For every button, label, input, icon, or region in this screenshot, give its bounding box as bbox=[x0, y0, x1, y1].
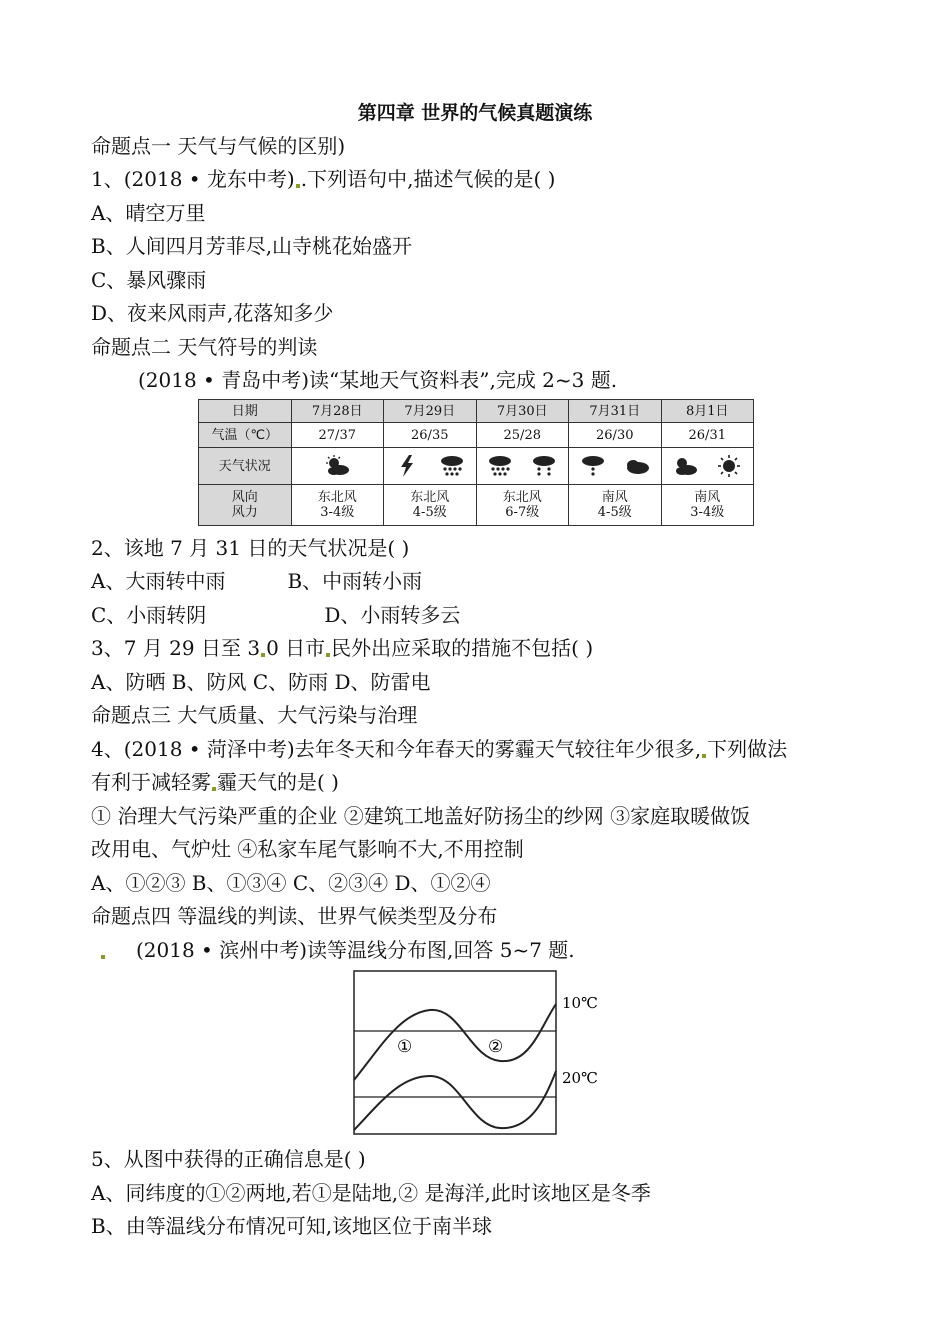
weather-cell bbox=[661, 448, 754, 485]
table-header: 7月31日 bbox=[569, 400, 662, 423]
isotherm-diagram bbox=[350, 968, 610, 1138]
isotherm-10 bbox=[354, 1004, 556, 1080]
section-heading-3: 命题点三 大气质量、大气污染与治理 bbox=[91, 703, 418, 727]
temp-cell: 26/31 bbox=[661, 423, 754, 448]
wind-cell: 东北风 6-7级 bbox=[476, 485, 569, 526]
dot-mark bbox=[326, 653, 330, 657]
page-title: 第四章 世界的气候真题演练 bbox=[357, 102, 593, 124]
cloudy-icon bbox=[623, 454, 651, 478]
temp-cell: 26/30 bbox=[569, 423, 662, 448]
marker-1: ① bbox=[397, 1037, 413, 1057]
dot-mark bbox=[261, 653, 265, 657]
table-header: 7月30日 bbox=[476, 400, 569, 423]
section-heading-2: 命题点二 天气符号的判读 bbox=[91, 335, 318, 359]
marker-2: ② bbox=[488, 1037, 504, 1057]
sunny-icon bbox=[715, 454, 743, 478]
q3-options: A、防晒 B、防风 C、防雨 D、防雷电 bbox=[91, 670, 431, 694]
wind-cell: 南风 4-5级 bbox=[569, 485, 662, 526]
q1-option-b: B、人间四月芳菲尽,山寺桃花始盛开 bbox=[91, 234, 413, 258]
temp-label: 气温（℃） bbox=[199, 423, 292, 448]
question-2: 2、该地 7 月 31 日的天气状况是( ) bbox=[91, 536, 410, 560]
dot-mark bbox=[212, 787, 216, 791]
dot-mark bbox=[296, 184, 300, 188]
weather-label: 天气状况 bbox=[199, 448, 292, 485]
partly-cloudy-icon bbox=[671, 454, 699, 478]
isotherm-20 bbox=[354, 1071, 556, 1130]
q1-option-c: C、暴风骤雨 bbox=[91, 268, 207, 292]
q1-option-d: D、夜来风雨声,花落知多少 bbox=[91, 301, 334, 325]
dot-mark bbox=[101, 955, 105, 959]
q4-statements-2: 改用电、气炉灶 ④私家车尾气影响不大,不用控制 bbox=[91, 837, 524, 861]
question-1: 1、(2018 • 龙东中考) .下列语句中,描述气候的是( ) bbox=[91, 167, 556, 191]
wind-cell: 东北风 4-5级 bbox=[384, 485, 477, 526]
isotherm-label-10: 10℃ bbox=[562, 994, 598, 1012]
heavy-rain-icon bbox=[486, 454, 514, 478]
weather-cell bbox=[384, 448, 477, 485]
q2-options-row-2: C、小雨转阴 D、小雨转多云 bbox=[91, 603, 461, 627]
temp-cell: 26/35 bbox=[384, 423, 477, 448]
table-header: 日期 bbox=[199, 400, 292, 423]
isotherm-label-20: 20℃ bbox=[562, 1069, 598, 1087]
heavy-rain-icon bbox=[438, 454, 466, 478]
weather-data-table bbox=[198, 399, 754, 526]
q5-option-b: B、由等温线分布情况可知,该地区位于南半球 bbox=[91, 1214, 493, 1238]
weather-cell bbox=[476, 448, 569, 485]
section-heading-1: 命题点一 天气与气候的区别) bbox=[91, 134, 346, 158]
temp-cell: 25/28 bbox=[476, 423, 569, 448]
weather-cell bbox=[569, 448, 662, 485]
wind-cell: 南风 3-4级 bbox=[661, 485, 754, 526]
wind-label: 风向 风力 bbox=[199, 485, 292, 526]
q4-statements-1: ① 治理大气污染严重的企业 ②建筑工地盖好防扬尘的纱网 ③家庭取暖做饭 bbox=[91, 804, 751, 828]
thunder-icon bbox=[394, 454, 422, 478]
q4-options: A、①②③ B、①③④ C、②③④ D、①②④ bbox=[91, 871, 491, 895]
weather-cell bbox=[291, 448, 384, 485]
question-4-line-2: 有利于减轻雾 霾天气的是( ) bbox=[91, 770, 339, 794]
section-heading-4: 命题点四 等温线的判读、世界气候类型及分布 bbox=[91, 904, 498, 928]
question-3: 3、7 月 29 日至 3 0 日市 民外出应采取的措施不包括( ) bbox=[91, 636, 594, 660]
intro-q5-q7-row: (2018 • 滨州中考)读等温线分布图,回答 5~7 题. bbox=[91, 936, 575, 964]
question-4-line-1: 4、(2018 • 菏泽中考)去年冬天和今年春天的雾霾天气较往年少很多, 下列做法 bbox=[91, 737, 788, 761]
intro-q2-q3: (2018 • 青岛中考)读“某地天气资料表”,完成 2~3 题. bbox=[138, 368, 618, 392]
q5-option-a: A、同纬度的①②两地,若①是陆地,② 是海洋,此时该地区是冬季 bbox=[91, 1181, 651, 1205]
table-header: 8月1日 bbox=[661, 400, 754, 423]
table-header: 7月28日 bbox=[291, 400, 384, 423]
wind-cell: 东北风 3-4级 bbox=[291, 485, 384, 526]
q2-options-row-1: A、大雨转中雨 B、中雨转小雨 bbox=[91, 569, 423, 593]
dot-mark bbox=[702, 754, 706, 758]
q1-option-a: A、晴空万里 bbox=[91, 201, 206, 225]
moderate-rain-icon bbox=[530, 454, 558, 478]
temp-cell: 27/37 bbox=[291, 423, 384, 448]
light-rain-icon bbox=[579, 454, 607, 478]
partly-cloudy-icon bbox=[323, 454, 351, 478]
question-5: 5、从图中获得的正确信息是( ) bbox=[91, 1147, 366, 1171]
table-header: 7月29日 bbox=[384, 400, 477, 423]
